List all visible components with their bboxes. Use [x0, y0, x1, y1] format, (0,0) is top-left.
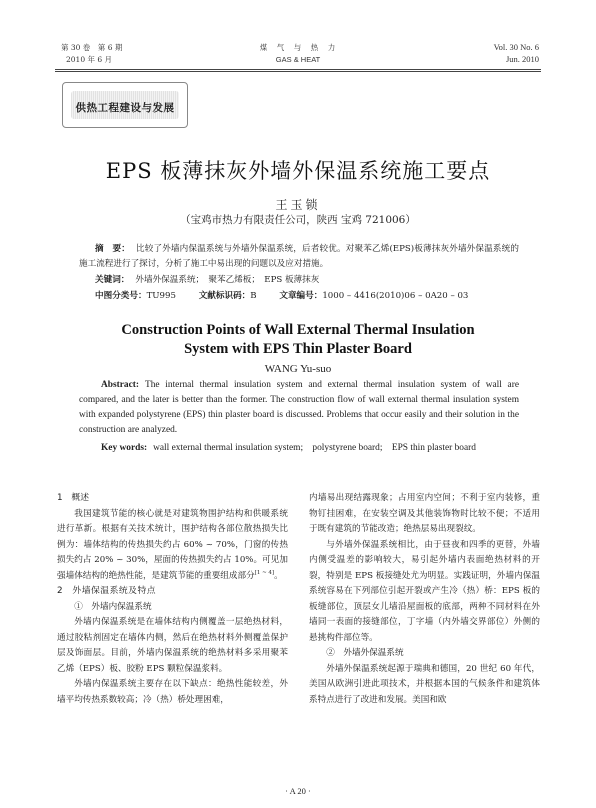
- keywords-en: [79, 441, 519, 456]
- header-volume-en: Vol. 30 No. 6: [493, 42, 539, 52]
- article-number-value: 1000 – 4416(2010)06 – 0A20 – 03: [322, 291, 469, 301]
- clc-value: TU995: [146, 291, 176, 301]
- abstract-cn-label: 摘 要：: [95, 244, 130, 254]
- keywords-cn-label: 关键词：: [95, 275, 130, 285]
- header-journal-en: GAS & HEAT: [275, 55, 321, 64]
- abstract-en-text: The internal thermal insulation system and external thermal insulation system of wall are compared, and the later is better than the former. The construction flow of wall external thermal insulation system with expanded polystyrene (EPS) thin plaster board is discussed. Problems that occur easily and their solution in the construction are analyzed.: [79, 380, 519, 435]
- subsection-external-heading: ② 外墙外保温系统: [326, 648, 404, 658]
- section-1-paragraph: [57, 507, 288, 585]
- header-rule-bottom: [55, 71, 541, 72]
- body-right-column: [309, 491, 540, 708]
- keywords-cn-text: 外墙外保温系统； 聚苯乙烯板； EPS 板薄抹灰: [135, 275, 320, 285]
- section-2-heading: 2 外墙保温系统及特点: [57, 586, 157, 596]
- header-date: 2010 年 6 月: [66, 55, 113, 64]
- author-cn: 王玉锁: [275, 198, 321, 212]
- internal-system-paragraph: 外墙内保温系统是在墙体结构内侧覆盖一层绝热材料，通过胶粘剂固定在墙体内侧，然后在绝热材料外侧覆盖保护层及饰面层。目前，外墙内保温系统的绝热材料多采用聚苯乙烯（EPS）板、胶粉 EPS 颗粒保温浆料。: [57, 617, 288, 674]
- subsection-internal-heading: ① 外墙内保温系统: [74, 601, 152, 612]
- doc-code-label: 文献标识码：: [198, 291, 251, 301]
- section-1-heading: 1 概述: [57, 493, 89, 503]
- body-left-column: [57, 491, 288, 708]
- abstract-cn-text: 比较了外墙内保温系统与外墙外保温系统，后者较优。对聚苯乙烯(EPS)板薄抹灰外墙外保温系统的施工流程进行了探讨，分析了施工中易出现的问题以及应对措施。: [79, 244, 519, 269]
- citation-ref: [1 ~ 4]: [254, 569, 275, 576]
- article-number-label: 文章编号：: [279, 291, 323, 301]
- affiliation-cn: （宝鸡市热力有限责任公司，陕西 宝鸡 721006）: [180, 214, 416, 226]
- abstract-cn: [79, 242, 519, 272]
- abstract-en: [79, 378, 519, 438]
- section-1-end: 。: [274, 570, 283, 581]
- page-title-cn: EPS 板薄抹灰外墙外保温系统施工要点: [105, 159, 491, 183]
- section-tag-label: 供热工程建设与发展: [75, 102, 175, 114]
- drawbacks-continued-paragraph: 内墙易出现结露现象；占用室内空间；不利于室内装修，重物钉挂困难，在安装空调及其他装饰物时比较不便；不适用于既有建筑的节能改造；绝热层易出现裂纹。: [309, 493, 540, 534]
- keywords-en-label: Key words:: [101, 443, 148, 453]
- header-rule-top: [55, 69, 541, 70]
- external-system-paragraph: 外墙外保温系统起源于瑞典和德国，20 世纪 60 年代，美国从欧洲引进此项技术，并根据本国的气候条件和建筑体系特点进行了改进和发展。美国和欧: [309, 663, 540, 705]
- doc-code-value: B: [250, 291, 257, 301]
- keywords-cn: [95, 273, 519, 288]
- header-date-en: Jun. 2010: [505, 54, 539, 64]
- section-tag: [62, 82, 188, 128]
- title-en-line1: Construction Points of Wall External Thermal Insulation: [121, 322, 475, 338]
- keywords-en-text: wall external thermal insulation system; polystyrene board; EPS thin plaster board: [153, 443, 476, 453]
- clc-label: 中图分类号：: [95, 291, 147, 301]
- page-number: · A 20 ·: [285, 786, 311, 796]
- header-volume: 第 30 卷 第 6 期: [61, 43, 123, 52]
- cracking-paragraph: 与外墙外保温系统相比，由于昼夜和四季的更替，外墙内侧受温差的影响较大，易引起外墙内表面绝热材料的开裂，特别是 EPS 板接缝处尤为明显。实践证明，外墙内保温系统容易在下列部位引起开裂或产生冷（热）桥：EPS 板的板缝部位，顶层女儿墙沿屋面板的底部，两种不同材料在外墙同一表面的接缝部位，丁字墙（内外墙交界部位）外侧的悬挑构件部位等。: [309, 539, 540, 643]
- title-en-line2: System with EPS Thin Plaster Board: [184, 341, 412, 357]
- author-en: WANG Yu-suo: [264, 363, 332, 375]
- section-1-text: 我国建筑节能的核心就是对建筑物围护结构和供暖系统进行革新。根据有关技术统计，围护结构各部位散热损失比例为：墙体结构的传热损失约占 60% ~ 70%，门窗的传热损失约占 20% ~ 30%，屋面的传热损失约占 10%。可见加强墙体结构的绝热性能，是建筑节能的重要组成部分: [57, 508, 288, 581]
- header-journal-cn: 煤 气 与 热 力: [259, 43, 337, 52]
- abstract-en-label: Abstract:: [101, 380, 140, 390]
- internal-drawbacks-paragraph: 外墙内保温系统主要存在以下缺点：绝热性能较差，外墙平均传热系数较高；冷（热）桥处理困难，: [57, 679, 288, 705]
- classification-line: [95, 289, 525, 304]
